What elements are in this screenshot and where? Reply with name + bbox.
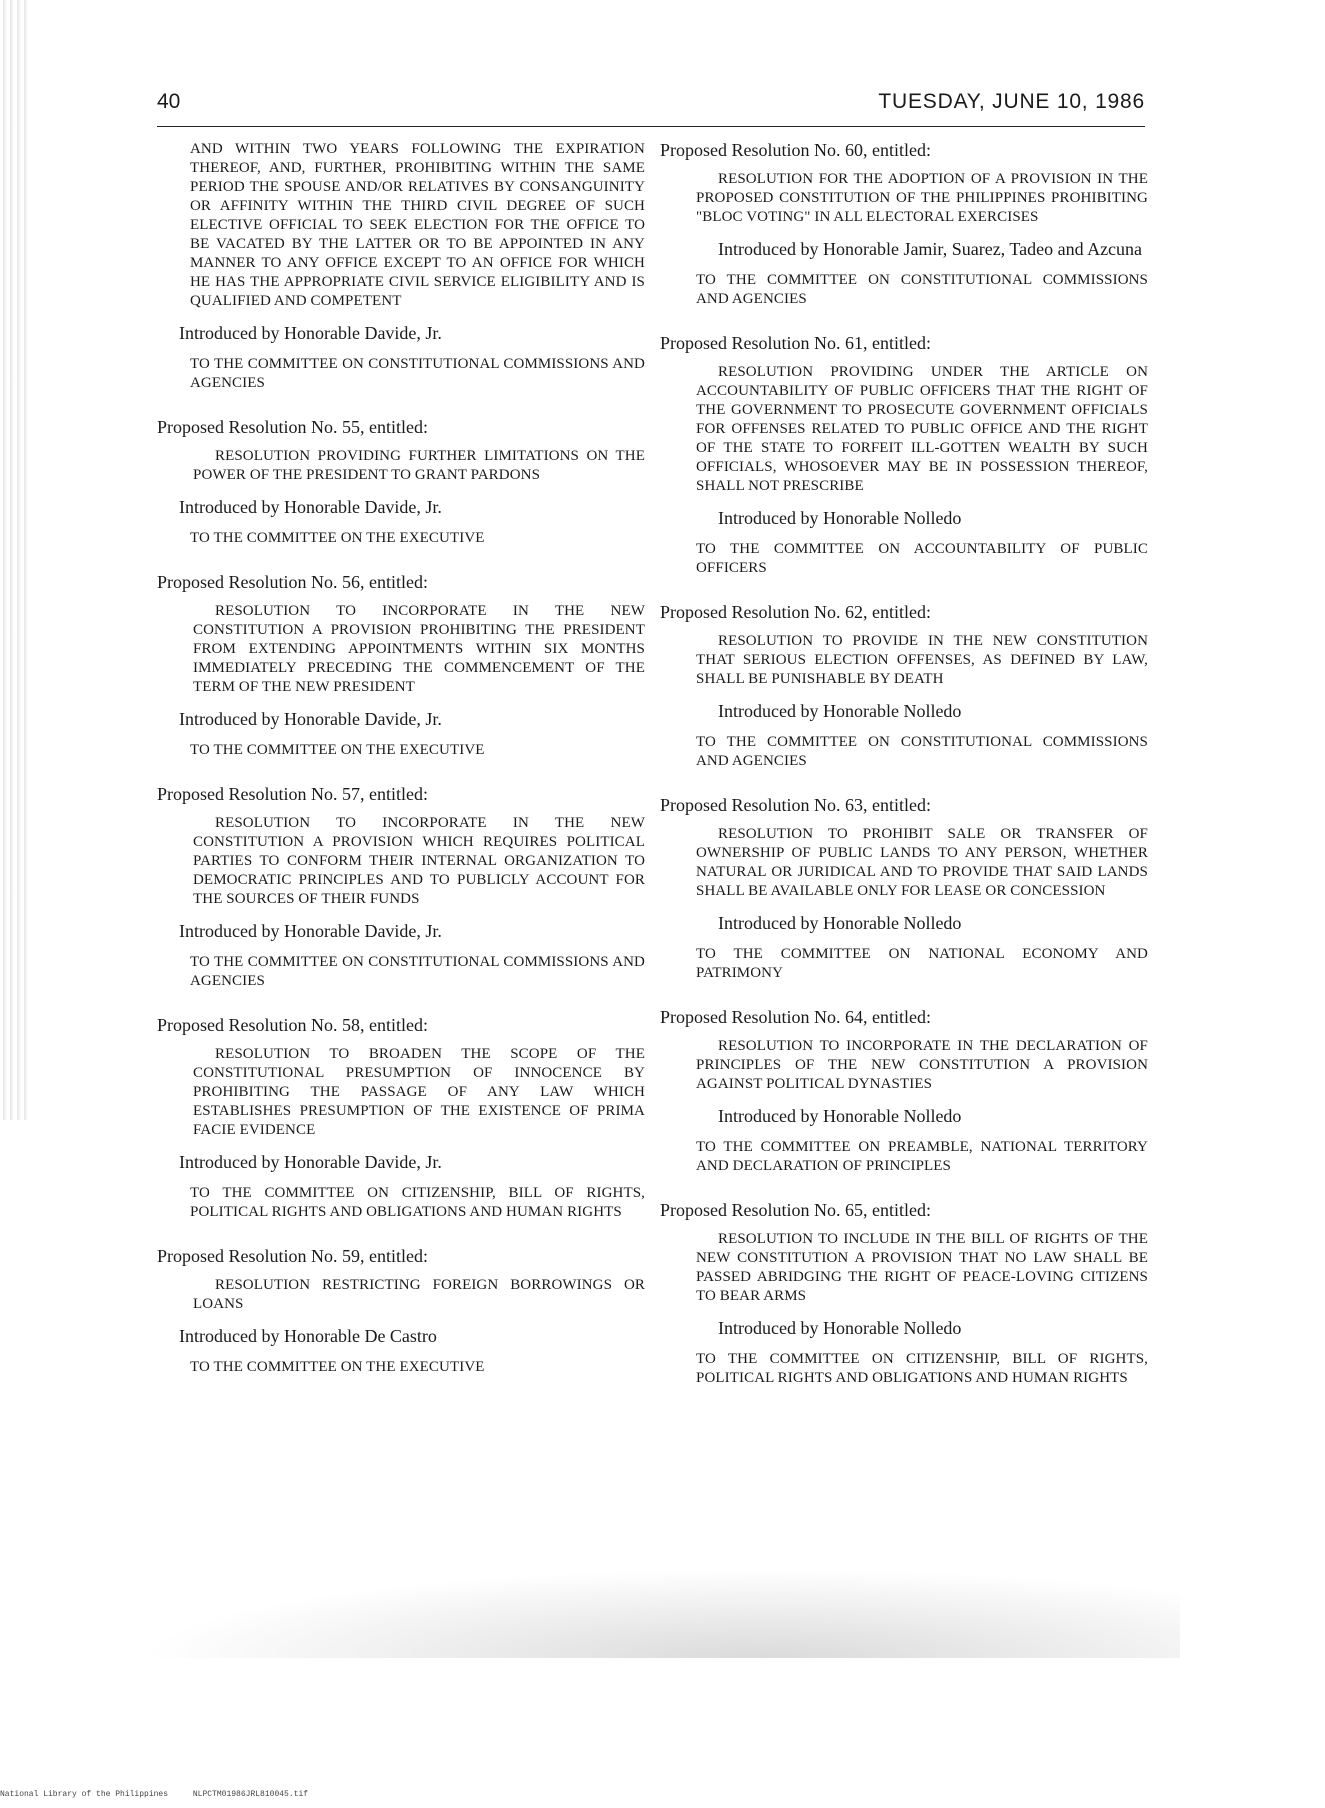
resolution-title: RESOLUTION TO INCORPORATE IN THE NEW CONSTITUTION A PROVISION WHICH REQUIRES POLITICAL PARTIES TO CONFORM THEIR INTERNAL ORGANIZATION TO DEMOCRATIC PRINCIPLES AND TO PUBLICLY ACCOUNT FOR THE SOURCES OF THEIR FUNDS: [193, 815, 645, 907]
resolution-entry: [660, 140, 1148, 309]
resolution-heading: Proposed Resolution No. 61, entitled:: [660, 333, 931, 353]
introduced-by: Introduced by Honorable Davide, Jr.: [179, 921, 442, 941]
resolution-title: RESOLUTION TO INCORPORATE IN THE DECLARATION OF PRINCIPLES OF THE NEW CONSTITUTION A PROVISION AGAINST POLITICAL DYNASTIES: [696, 1038, 1148, 1092]
committee-referral: TO THE COMMITTEE ON CONSTITUTIONAL COMMISSIONS AND AGENCIES: [190, 954, 645, 989]
resolution-heading: Proposed Resolution No. 56, entitled:: [157, 572, 428, 592]
scan-edge-artifact: [0, 0, 30, 1120]
file-identifier: NLPCTM01986JRL810045.tif: [192, 1790, 309, 1799]
resolution-heading: Proposed Resolution No. 58, entitled:: [157, 1015, 428, 1035]
introduced-by: Introduced by Honorable Nolledo: [718, 508, 962, 528]
committee-referral: TO THE COMMITTEE ON CITIZENSHIP, BILL OF RIGHTS, POLITICAL RIGHTS AND OBLIGATIONS AND HUMAN RIGHTS: [696, 1351, 1148, 1386]
resolution-heading: Proposed Resolution No. 63, entitled:: [660, 795, 931, 815]
committee-referral: TO THE COMMITTEE ON THE EXECUTIVE: [190, 1359, 485, 1375]
committee-referral: TO THE COMMITTEE ON NATIONAL ECONOMY AND PATRIMONY: [696, 946, 1148, 981]
resolution-title: RESOLUTION RESTRICTING FOREIGN BORROWINGS OR LOANS: [193, 1277, 645, 1312]
resolution-entry: [157, 784, 645, 991]
introduced-by: Introduced by Honorable Davide, Jr.: [179, 497, 442, 517]
resolution-title: RESOLUTION FOR THE ADOPTION OF A PROVISION IN THE PROPOSED CONSTITUTION OF THE PHILIPPINES PROHIBITING "BLOC VOTING" IN ALL ELECTORAL EXERCISES: [696, 171, 1148, 225]
introduced-by: Introduced by Honorable Nolledo: [718, 1106, 962, 1126]
committee-referral: TO THE COMMITTEE ON THE EXECUTIVE: [190, 530, 485, 546]
resolution-title: RESOLUTION TO BROADEN THE SCOPE OF THE CONSTITUTIONAL PRESUMPTION OF INNOCENCE BY PROHIBITING THE PASSAGE OF ANY LAW WHICH ESTABLISHES PRESUMPTION OF THE EXISTENCE OF PRIMA FACIE EVIDENCE: [193, 1046, 645, 1138]
committee-referral: TO THE COMMITTEE ON CITIZENSHIP, BILL OF RIGHTS, POLITICAL RIGHTS AND OBLIGATIONS AND HUMAN RIGHTS: [190, 1185, 645, 1220]
page-number: 40: [157, 90, 181, 113]
resolution-entry: [157, 1246, 645, 1377]
resolution-title: RESOLUTION PROVIDING FURTHER LIMITATIONS ON THE POWER OF THE PRESIDENT TO GRANT PARDONS: [193, 448, 645, 483]
resolution-heading: Proposed Resolution No. 55, entitled:: [157, 417, 428, 437]
resolution-title: RESOLUTION TO INCORPORATE IN THE NEW CONSTITUTION A PROVISION PROHIBITING THE PRESIDENT FROM EXTENDING APPOINTMENTS WITHIN SIX MONTHS IMMEDIATELY PRECEDING THE COMMENCEMENT OF THE TERM OF THE NEW PRESIDENT: [193, 603, 645, 695]
resolution-title: RESOLUTION TO PROHIBIT SALE OR TRANSFER OF OWNERSHIP OF PUBLIC LANDS TO ANY PERSON, WHETHER NATURAL OR JURIDICAL AND TO PROVIDE THAT SAID LANDS SHALL BE AVAILABLE ONLY FOR LEASE OR CONCESSION: [696, 826, 1148, 899]
introduced-by: Introduced by Honorable Davide, Jr.: [179, 323, 442, 343]
resolution-heading: Proposed Resolution No. 57, entitled:: [157, 784, 428, 804]
right-column: [660, 140, 1148, 1412]
resolution-entry: [157, 1015, 645, 1222]
scan-footer: [0, 1790, 328, 1799]
page-date: TUESDAY, JUNE 10, 1986: [878, 90, 1145, 113]
continued-resolution-text: AND WITHIN TWO YEARS FOLLOWING THE EXPIRATION THEREOF, AND, FURTHER, PROHIBITING WITHIN THE SAME PERIOD THE SPOUSE AND/OR RELATIVES BY CONSANGUINITY OR AFFINITY WITHIN THE THIRD CIVIL DEGREE OF SUCH ELECTIVE OFFICIAL TO SEEK ELECTION FOR THE OFFICE TO BE VACATED BY THE LATTER OR TO BE APPOINTED IN ANY MANNER TO ANY OFFICE EXCEPT TO AN OFFICE FOR WHICH HE HAS THE APPROPRIATE CIVIL SERVICE ELIGIBILITY AND IS QUALIFIED AND COMPETENT: [190, 141, 645, 309]
page-header: [157, 90, 1145, 127]
committee-referral: TO THE COMMITTEE ON CONSTITUTIONAL COMMISSIONS AND AGENCIES: [696, 734, 1148, 769]
resolution-heading: Proposed Resolution No. 59, entitled:: [157, 1246, 428, 1266]
resolution-entry: [660, 602, 1148, 771]
resolution-entry: [660, 333, 1148, 578]
introduced-by: Introduced by Honorable Nolledo: [718, 913, 962, 933]
left-column: [157, 140, 645, 1401]
committee-referral: TO THE COMMITTEE ON ACCOUNTABILITY OF PUBLIC OFFICERS: [696, 541, 1148, 576]
library-credit: National Library of the Philippines: [0, 1790, 169, 1799]
resolution-entry: [157, 572, 645, 760]
scan-noise: [140, 1568, 1180, 1658]
resolution-entry: [660, 795, 1148, 983]
introduced-by: Introduced by Honorable Jamir, Suarez, Tadeo and Azcuna: [718, 239, 1143, 259]
committee-referral: TO THE COMMITTEE ON CONSTITUTIONAL COMMISSIONS AND AGENCIES: [696, 272, 1148, 307]
committee-referral: TO THE COMMITTEE ON PREAMBLE, NATIONAL TERRITORY AND DECLARATION OF PRINCIPLES: [696, 1139, 1148, 1174]
introduced-by: Introduced by Honorable Davide, Jr.: [179, 709, 442, 729]
resolution-title: RESOLUTION PROVIDING UNDER THE ARTICLE ON ACCOUNTABILITY OF PUBLIC OFFICERS THAT THE RIGHT OF THE GOVERNMENT TO PROSECUTE GOVERNMENT OFFICIALS FOR OFFENSES RELATED TO PUBLIC OFFICE AND THE RIGHT OF THE STATE TO FORFEIT ILL-GOTTEN WEALTH BY SUCH OFFICIALS, WHOSOEVER MAY BE IN POSSESSION THEREOF, SHALL NOT PRESCRIBE: [696, 364, 1148, 494]
resolution-heading: Proposed Resolution No. 62, entitled:: [660, 602, 931, 622]
introduced-by: Introduced by Honorable Davide, Jr.: [179, 1152, 442, 1172]
introduced-by: Introduced by Honorable Nolledo: [718, 701, 962, 721]
introduced-by: Introduced by Honorable De Castro: [179, 1326, 437, 1346]
resolution-title: RESOLUTION TO PROVIDE IN THE NEW CONSTITUTION THAT SERIOUS ELECTION OFFENSES, AS DEFINED BY LAW, SHALL BE PUNISHABLE BY DEATH: [696, 633, 1148, 687]
introduced-by: Introduced by Honorable Nolledo: [718, 1318, 962, 1338]
resolution-heading: Proposed Resolution No. 60, entitled:: [660, 140, 931, 160]
committee-referral: TO THE COMMITTEE ON THE EXECUTIVE: [190, 742, 485, 758]
committee-referral: TO THE COMMITTEE ON CONSTITUTIONAL COMMISSIONS AND AGENCIES: [190, 356, 645, 391]
resolution-entry: [660, 1200, 1148, 1388]
resolution-heading: Proposed Resolution No. 65, entitled:: [660, 1200, 931, 1220]
resolution-heading: Proposed Resolution No. 64, entitled:: [660, 1007, 931, 1027]
resolution-title: RESOLUTION TO INCLUDE IN THE BILL OF RIGHTS OF THE NEW CONSTITUTION A PROVISION THAT NO LAW SHALL BE PASSED ABRIDGING THE RIGHT OF PEACE-LOVING CITIZENS TO BEAR ARMS: [696, 1231, 1148, 1304]
resolution-entry: [157, 417, 645, 548]
resolution-entry: [660, 1007, 1148, 1176]
